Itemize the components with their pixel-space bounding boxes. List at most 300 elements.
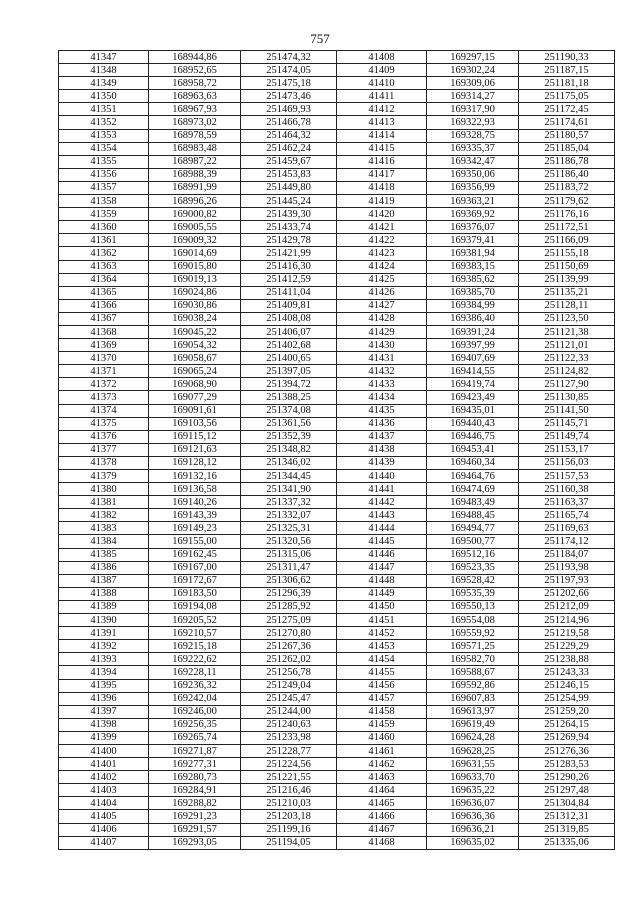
x-coordinate-left-cell: 169115,12 xyxy=(149,430,241,443)
y-coordinate-left-cell: 251474,32 xyxy=(241,51,337,64)
x-coordinate-left-cell: 168952,65 xyxy=(149,64,241,77)
point-number-right-cell: 41420 xyxy=(337,208,427,221)
point-number-right-cell: 41433 xyxy=(337,378,427,391)
table-row xyxy=(59,90,615,103)
y-coordinate-left-cell: 251408,08 xyxy=(241,312,337,325)
point-number-left-cell: 41356 xyxy=(59,168,149,181)
x-coordinate-right-cell: 169414,55 xyxy=(427,365,519,378)
x-coordinate-left-cell: 169014,69 xyxy=(149,247,241,260)
point-number-left-cell: 41353 xyxy=(59,129,149,142)
y-coordinate-left-cell: 251402,68 xyxy=(241,339,337,352)
x-coordinate-right-cell: 169350,06 xyxy=(427,168,519,181)
x-coordinate-left-cell: 169019,13 xyxy=(149,273,241,286)
point-number-right-cell: 41430 xyxy=(337,339,427,352)
y-coordinate-right-cell: 251180,57 xyxy=(519,129,615,142)
y-coordinate-left-cell: 251475,18 xyxy=(241,77,337,90)
point-number-left-cell: 41371 xyxy=(59,365,149,378)
point-number-left-cell: 41365 xyxy=(59,286,149,299)
point-number-right-cell: 41450 xyxy=(337,600,427,613)
y-coordinate-right-cell: 251276,36 xyxy=(519,744,615,757)
x-coordinate-left-cell: 169228,11 xyxy=(149,666,241,679)
point-number-right-cell: 41422 xyxy=(337,234,427,247)
x-coordinate-left-cell: 168963,63 xyxy=(149,90,241,103)
x-coordinate-left-cell: 168996,26 xyxy=(149,195,241,208)
x-coordinate-right-cell: 169453,41 xyxy=(427,443,519,456)
y-coordinate-left-cell: 251337,32 xyxy=(241,496,337,509)
y-coordinate-right-cell: 251174,12 xyxy=(519,535,615,548)
point-number-left-cell: 41376 xyxy=(59,430,149,443)
x-coordinate-right-cell: 169592,86 xyxy=(427,679,519,692)
x-coordinate-left-cell: 168983,48 xyxy=(149,142,241,155)
table-row xyxy=(59,312,615,325)
table-row xyxy=(59,797,615,810)
x-coordinate-left-cell: 169194,08 xyxy=(149,600,241,613)
table-row xyxy=(59,247,615,260)
x-coordinate-right-cell: 169550,13 xyxy=(427,600,519,613)
point-number-right-cell: 41409 xyxy=(337,64,427,77)
x-coordinate-right-cell: 169407,69 xyxy=(427,352,519,365)
x-coordinate-right-cell: 169624,28 xyxy=(427,731,519,744)
point-number-left-cell: 41399 xyxy=(59,731,149,744)
y-coordinate-right-cell: 251163,37 xyxy=(519,496,615,509)
x-coordinate-right-cell: 169488,45 xyxy=(427,509,519,522)
x-coordinate-right-cell: 169419,74 xyxy=(427,378,519,391)
table-row xyxy=(59,234,615,247)
y-coordinate-left-cell: 251221,55 xyxy=(241,771,337,784)
point-number-right-cell: 41441 xyxy=(337,483,427,496)
y-coordinate-left-cell: 251267,36 xyxy=(241,640,337,653)
x-coordinate-right-cell: 169535,39 xyxy=(427,587,519,600)
point-number-left-cell: 41374 xyxy=(59,404,149,417)
table-row xyxy=(59,365,615,378)
table-row xyxy=(59,208,615,221)
point-number-left-cell: 41349 xyxy=(59,77,149,90)
table-row xyxy=(59,77,615,90)
y-coordinate-right-cell: 251181,18 xyxy=(519,77,615,90)
y-coordinate-left-cell: 251459,67 xyxy=(241,155,337,168)
table-row xyxy=(59,496,615,509)
point-number-right-cell: 41451 xyxy=(337,614,427,627)
table-row xyxy=(59,718,615,731)
x-coordinate-right-cell: 169607,83 xyxy=(427,692,519,705)
point-number-right-cell: 41437 xyxy=(337,430,427,443)
x-coordinate-left-cell: 169256,35 xyxy=(149,718,241,731)
point-number-left-cell: 41385 xyxy=(59,548,149,561)
point-number-left-cell: 41384 xyxy=(59,535,149,548)
x-coordinate-left-cell: 169030,86 xyxy=(149,299,241,312)
y-coordinate-right-cell: 251184,07 xyxy=(519,548,615,561)
point-number-left-cell: 41378 xyxy=(59,456,149,469)
table-row xyxy=(59,679,615,692)
x-coordinate-left-cell: 169068,90 xyxy=(149,378,241,391)
point-number-left-cell: 41354 xyxy=(59,142,149,155)
x-coordinate-right-cell: 169528,42 xyxy=(427,574,519,587)
x-coordinate-right-cell: 169494,77 xyxy=(427,522,519,535)
x-coordinate-left-cell: 169242,04 xyxy=(149,692,241,705)
point-number-left-cell: 41351 xyxy=(59,103,149,116)
point-number-right-cell: 41468 xyxy=(337,836,427,849)
x-coordinate-left-cell: 169015,80 xyxy=(149,260,241,273)
x-coordinate-left-cell: 169183,50 xyxy=(149,587,241,600)
point-number-left-cell: 41362 xyxy=(59,247,149,260)
x-coordinate-right-cell: 169385,62 xyxy=(427,273,519,286)
point-number-left-cell: 41359 xyxy=(59,208,149,221)
x-coordinate-left-cell: 169291,57 xyxy=(149,823,241,836)
x-coordinate-right-cell: 169363,21 xyxy=(427,195,519,208)
point-number-right-cell: 41434 xyxy=(337,391,427,404)
table-row xyxy=(59,548,615,561)
y-coordinate-right-cell: 251219,58 xyxy=(519,627,615,640)
table-row xyxy=(59,142,615,155)
y-coordinate-right-cell: 251153,17 xyxy=(519,443,615,456)
point-number-left-cell: 41382 xyxy=(59,509,149,522)
point-number-left-cell: 41395 xyxy=(59,679,149,692)
coordinate-table-body xyxy=(59,51,615,850)
table-row xyxy=(59,692,615,705)
y-coordinate-right-cell: 251243,33 xyxy=(519,666,615,679)
point-number-right-cell: 41466 xyxy=(337,810,427,823)
y-coordinate-right-cell: 251160,38 xyxy=(519,483,615,496)
y-coordinate-left-cell: 251240,63 xyxy=(241,718,337,731)
point-number-right-cell: 41440 xyxy=(337,470,427,483)
y-coordinate-right-cell: 251123,50 xyxy=(519,312,615,325)
x-coordinate-left-cell: 169143,39 xyxy=(149,509,241,522)
point-number-right-cell: 41462 xyxy=(337,758,427,771)
y-coordinate-left-cell: 251224,56 xyxy=(241,758,337,771)
y-coordinate-left-cell: 251445,24 xyxy=(241,195,337,208)
x-coordinate-left-cell: 169277,31 xyxy=(149,758,241,771)
x-coordinate-left-cell: 169215,18 xyxy=(149,640,241,653)
table-row xyxy=(59,404,615,417)
y-coordinate-right-cell: 251166,09 xyxy=(519,234,615,247)
table-row xyxy=(59,470,615,483)
y-coordinate-right-cell: 251214,96 xyxy=(519,614,615,627)
x-coordinate-right-cell: 169385,70 xyxy=(427,286,519,299)
y-coordinate-left-cell: 251433,74 xyxy=(241,221,337,234)
table-row xyxy=(59,116,615,129)
y-coordinate-left-cell: 251233,98 xyxy=(241,731,337,744)
x-coordinate-left-cell: 169024,86 xyxy=(149,286,241,299)
y-coordinate-left-cell: 251348,82 xyxy=(241,443,337,456)
table-row xyxy=(59,561,615,574)
point-number-left-cell: 41404 xyxy=(59,797,149,810)
point-number-right-cell: 41452 xyxy=(337,627,427,640)
y-coordinate-left-cell: 251228,77 xyxy=(241,744,337,757)
y-coordinate-right-cell: 251156,03 xyxy=(519,456,615,469)
y-coordinate-right-cell: 251135,21 xyxy=(519,286,615,299)
x-coordinate-right-cell: 169328,75 xyxy=(427,129,519,142)
y-coordinate-left-cell: 251361,56 xyxy=(241,417,337,430)
y-coordinate-left-cell: 251397,05 xyxy=(241,365,337,378)
point-number-left-cell: 41397 xyxy=(59,705,149,718)
x-coordinate-right-cell: 169588,67 xyxy=(427,666,519,679)
table-row xyxy=(59,299,615,312)
point-number-right-cell: 41449 xyxy=(337,587,427,600)
y-coordinate-left-cell: 251466,78 xyxy=(241,116,337,129)
y-coordinate-left-cell: 251388,25 xyxy=(241,391,337,404)
point-number-right-cell: 41424 xyxy=(337,260,427,273)
point-number-right-cell: 41423 xyxy=(337,247,427,260)
table-row xyxy=(59,836,615,849)
point-number-left-cell: 41361 xyxy=(59,234,149,247)
x-coordinate-left-cell: 169167,00 xyxy=(149,561,241,574)
y-coordinate-right-cell: 251149,74 xyxy=(519,430,615,443)
x-coordinate-right-cell: 169309,06 xyxy=(427,77,519,90)
y-coordinate-left-cell: 251464,32 xyxy=(241,129,337,142)
x-coordinate-left-cell: 169265,74 xyxy=(149,731,241,744)
x-coordinate-right-cell: 169619,49 xyxy=(427,718,519,731)
x-coordinate-right-cell: 169391,24 xyxy=(427,325,519,338)
x-coordinate-left-cell: 168987,22 xyxy=(149,155,241,168)
point-number-right-cell: 41455 xyxy=(337,666,427,679)
x-coordinate-right-cell: 169460,34 xyxy=(427,456,519,469)
x-coordinate-left-cell: 168978,59 xyxy=(149,129,241,142)
point-number-left-cell: 41392 xyxy=(59,640,149,653)
point-number-right-cell: 41431 xyxy=(337,352,427,365)
x-coordinate-left-cell: 169288,82 xyxy=(149,797,241,810)
y-coordinate-right-cell: 251121,38 xyxy=(519,325,615,338)
point-number-left-cell: 41396 xyxy=(59,692,149,705)
y-coordinate-right-cell: 251312,31 xyxy=(519,810,615,823)
y-coordinate-left-cell: 251346,02 xyxy=(241,456,337,469)
y-coordinate-right-cell: 251290,26 xyxy=(519,771,615,784)
y-coordinate-right-cell: 251185,04 xyxy=(519,142,615,155)
point-number-right-cell: 41432 xyxy=(337,365,427,378)
x-coordinate-left-cell: 169045,22 xyxy=(149,325,241,338)
x-coordinate-right-cell: 169633,70 xyxy=(427,771,519,784)
y-coordinate-right-cell: 251139,99 xyxy=(519,273,615,286)
x-coordinate-left-cell: 169149,23 xyxy=(149,522,241,535)
point-number-left-cell: 41389 xyxy=(59,600,149,613)
point-number-left-cell: 41357 xyxy=(59,181,149,194)
table-row xyxy=(59,810,615,823)
x-coordinate-right-cell: 169483,49 xyxy=(427,496,519,509)
x-coordinate-left-cell: 169271,87 xyxy=(149,744,241,757)
point-number-right-cell: 41418 xyxy=(337,181,427,194)
y-coordinate-right-cell: 251150,69 xyxy=(519,260,615,273)
x-coordinate-left-cell: 168967,93 xyxy=(149,103,241,116)
point-number-right-cell: 41417 xyxy=(337,168,427,181)
point-number-left-cell: 41379 xyxy=(59,470,149,483)
y-coordinate-left-cell: 251400,65 xyxy=(241,352,337,365)
x-coordinate-left-cell: 169222,62 xyxy=(149,653,241,666)
point-number-right-cell: 41467 xyxy=(337,823,427,836)
y-coordinate-right-cell: 251186,78 xyxy=(519,155,615,168)
table-row xyxy=(59,744,615,757)
x-coordinate-left-cell: 169210,57 xyxy=(149,627,241,640)
y-coordinate-right-cell: 251157,53 xyxy=(519,470,615,483)
table-row xyxy=(59,430,615,443)
y-coordinate-right-cell: 251335,06 xyxy=(519,836,615,849)
point-number-right-cell: 41454 xyxy=(337,653,427,666)
point-number-left-cell: 41360 xyxy=(59,221,149,234)
y-coordinate-right-cell: 251229,29 xyxy=(519,640,615,653)
table-row xyxy=(59,273,615,286)
y-coordinate-left-cell: 251194,05 xyxy=(241,836,337,849)
y-coordinate-right-cell: 251259,20 xyxy=(519,705,615,718)
x-coordinate-left-cell: 169128,12 xyxy=(149,456,241,469)
point-number-left-cell: 41375 xyxy=(59,417,149,430)
x-coordinate-left-cell: 169103,56 xyxy=(149,417,241,430)
x-coordinate-right-cell: 169384,99 xyxy=(427,299,519,312)
x-coordinate-right-cell: 169376,07 xyxy=(427,221,519,234)
y-coordinate-left-cell: 251306,62 xyxy=(241,574,337,587)
point-number-right-cell: 41416 xyxy=(337,155,427,168)
point-number-left-cell: 41363 xyxy=(59,260,149,273)
table-row xyxy=(59,352,615,365)
y-coordinate-right-cell: 251197,93 xyxy=(519,574,615,587)
table-row xyxy=(59,653,615,666)
y-coordinate-left-cell: 251406,07 xyxy=(241,325,337,338)
y-coordinate-right-cell: 251254,99 xyxy=(519,692,615,705)
table-row xyxy=(59,823,615,836)
x-coordinate-right-cell: 169317,90 xyxy=(427,103,519,116)
x-coordinate-right-cell: 169386,40 xyxy=(427,312,519,325)
x-coordinate-left-cell: 169121,63 xyxy=(149,443,241,456)
x-coordinate-right-cell: 169571,25 xyxy=(427,640,519,653)
point-number-left-cell: 41347 xyxy=(59,51,149,64)
point-number-left-cell: 41386 xyxy=(59,561,149,574)
x-coordinate-left-cell: 169132,16 xyxy=(149,470,241,483)
y-coordinate-right-cell: 251238,88 xyxy=(519,653,615,666)
y-coordinate-right-cell: 251183,72 xyxy=(519,181,615,194)
y-coordinate-left-cell: 251439,30 xyxy=(241,208,337,221)
x-coordinate-left-cell: 169236,32 xyxy=(149,679,241,692)
point-number-right-cell: 41428 xyxy=(337,312,427,325)
table-row xyxy=(59,456,615,469)
y-coordinate-right-cell: 251246,15 xyxy=(519,679,615,692)
y-coordinate-right-cell: 251179,62 xyxy=(519,195,615,208)
point-number-left-cell: 41383 xyxy=(59,522,149,535)
y-coordinate-right-cell: 251127,90 xyxy=(519,378,615,391)
point-number-left-cell: 41380 xyxy=(59,483,149,496)
y-coordinate-left-cell: 251453,83 xyxy=(241,168,337,181)
point-number-right-cell: 41419 xyxy=(337,195,427,208)
point-number-right-cell: 41414 xyxy=(337,129,427,142)
table-row xyxy=(59,260,615,273)
y-coordinate-right-cell: 251124,82 xyxy=(519,365,615,378)
table-row xyxy=(59,103,615,116)
point-number-right-cell: 41410 xyxy=(337,77,427,90)
x-coordinate-right-cell: 169636,36 xyxy=(427,810,519,823)
point-number-right-cell: 41442 xyxy=(337,496,427,509)
x-coordinate-left-cell: 169172,67 xyxy=(149,574,241,587)
y-coordinate-left-cell: 251374,08 xyxy=(241,404,337,417)
x-coordinate-left-cell: 169155,00 xyxy=(149,535,241,548)
y-coordinate-left-cell: 251203,18 xyxy=(241,810,337,823)
x-coordinate-right-cell: 169322,93 xyxy=(427,116,519,129)
x-coordinate-left-cell: 169005,55 xyxy=(149,221,241,234)
point-number-right-cell: 41443 xyxy=(337,509,427,522)
x-coordinate-right-cell: 169523,35 xyxy=(427,561,519,574)
y-coordinate-left-cell: 251270,80 xyxy=(241,627,337,640)
point-number-left-cell: 41402 xyxy=(59,771,149,784)
y-coordinate-right-cell: 251202,66 xyxy=(519,587,615,600)
point-number-left-cell: 41358 xyxy=(59,195,149,208)
point-number-right-cell: 41465 xyxy=(337,797,427,810)
y-coordinate-left-cell: 251344,45 xyxy=(241,470,337,483)
y-coordinate-right-cell: 251304,84 xyxy=(519,797,615,810)
y-coordinate-right-cell: 251145,71 xyxy=(519,417,615,430)
x-coordinate-right-cell: 169512,16 xyxy=(427,548,519,561)
point-number-right-cell: 41446 xyxy=(337,548,427,561)
point-number-right-cell: 41439 xyxy=(337,456,427,469)
y-coordinate-right-cell: 251186,40 xyxy=(519,168,615,181)
y-coordinate-right-cell: 251130,85 xyxy=(519,391,615,404)
table-row xyxy=(59,378,615,391)
point-number-right-cell: 41435 xyxy=(337,404,427,417)
point-number-right-cell: 41444 xyxy=(337,522,427,535)
point-number-right-cell: 41463 xyxy=(337,771,427,784)
point-number-left-cell: 41393 xyxy=(59,653,149,666)
y-coordinate-right-cell: 251172,45 xyxy=(519,103,615,116)
point-number-right-cell: 41459 xyxy=(337,718,427,731)
table-row xyxy=(59,325,615,338)
y-coordinate-left-cell: 251262,02 xyxy=(241,653,337,666)
y-coordinate-right-cell: 251176,16 xyxy=(519,208,615,221)
table-row xyxy=(59,705,615,718)
point-number-left-cell: 41407 xyxy=(59,836,149,849)
point-number-left-cell: 41367 xyxy=(59,312,149,325)
y-coordinate-right-cell: 251283,53 xyxy=(519,758,615,771)
point-number-right-cell: 41412 xyxy=(337,103,427,116)
point-number-left-cell: 41405 xyxy=(59,810,149,823)
y-coordinate-left-cell: 251210,03 xyxy=(241,797,337,810)
point-number-right-cell: 41429 xyxy=(337,325,427,338)
x-coordinate-right-cell: 169383,15 xyxy=(427,260,519,273)
y-coordinate-left-cell: 251412,59 xyxy=(241,273,337,286)
point-number-left-cell: 41388 xyxy=(59,587,149,600)
point-number-left-cell: 41390 xyxy=(59,614,149,627)
point-number-left-cell: 41400 xyxy=(59,744,149,757)
y-coordinate-left-cell: 251474,05 xyxy=(241,64,337,77)
x-coordinate-left-cell: 169136,58 xyxy=(149,483,241,496)
y-coordinate-right-cell: 251187,15 xyxy=(519,64,615,77)
table-row xyxy=(59,509,615,522)
x-coordinate-right-cell: 169554,08 xyxy=(427,614,519,627)
point-number-right-cell: 41427 xyxy=(337,299,427,312)
x-coordinate-right-cell: 169369,92 xyxy=(427,208,519,221)
y-coordinate-right-cell: 251128,11 xyxy=(519,299,615,312)
x-coordinate-right-cell: 169379,41 xyxy=(427,234,519,247)
table-row xyxy=(59,574,615,587)
table-row xyxy=(59,522,615,535)
point-number-right-cell: 41464 xyxy=(337,784,427,797)
point-number-left-cell: 41348 xyxy=(59,64,149,77)
table-row xyxy=(59,64,615,77)
point-number-left-cell: 41355 xyxy=(59,155,149,168)
point-number-right-cell: 41411 xyxy=(337,90,427,103)
y-coordinate-left-cell: 251416,30 xyxy=(241,260,337,273)
table-row xyxy=(59,51,615,64)
point-number-left-cell: 41403 xyxy=(59,784,149,797)
x-coordinate-right-cell: 169631,55 xyxy=(427,758,519,771)
y-coordinate-right-cell: 251193,98 xyxy=(519,561,615,574)
y-coordinate-right-cell: 251122,33 xyxy=(519,352,615,365)
point-number-right-cell: 41426 xyxy=(337,286,427,299)
y-coordinate-left-cell: 251429,78 xyxy=(241,234,337,247)
y-coordinate-left-cell: 251311,47 xyxy=(241,561,337,574)
x-coordinate-right-cell: 169381,94 xyxy=(427,247,519,260)
y-coordinate-right-cell: 251169,63 xyxy=(519,522,615,535)
x-coordinate-left-cell: 169293,05 xyxy=(149,836,241,849)
table-row xyxy=(59,771,615,784)
y-coordinate-left-cell: 251199,16 xyxy=(241,823,337,836)
x-coordinate-left-cell: 169009,32 xyxy=(149,234,241,247)
point-number-left-cell: 41401 xyxy=(59,758,149,771)
y-coordinate-left-cell: 251352,39 xyxy=(241,430,337,443)
y-coordinate-right-cell: 251319,85 xyxy=(519,823,615,836)
